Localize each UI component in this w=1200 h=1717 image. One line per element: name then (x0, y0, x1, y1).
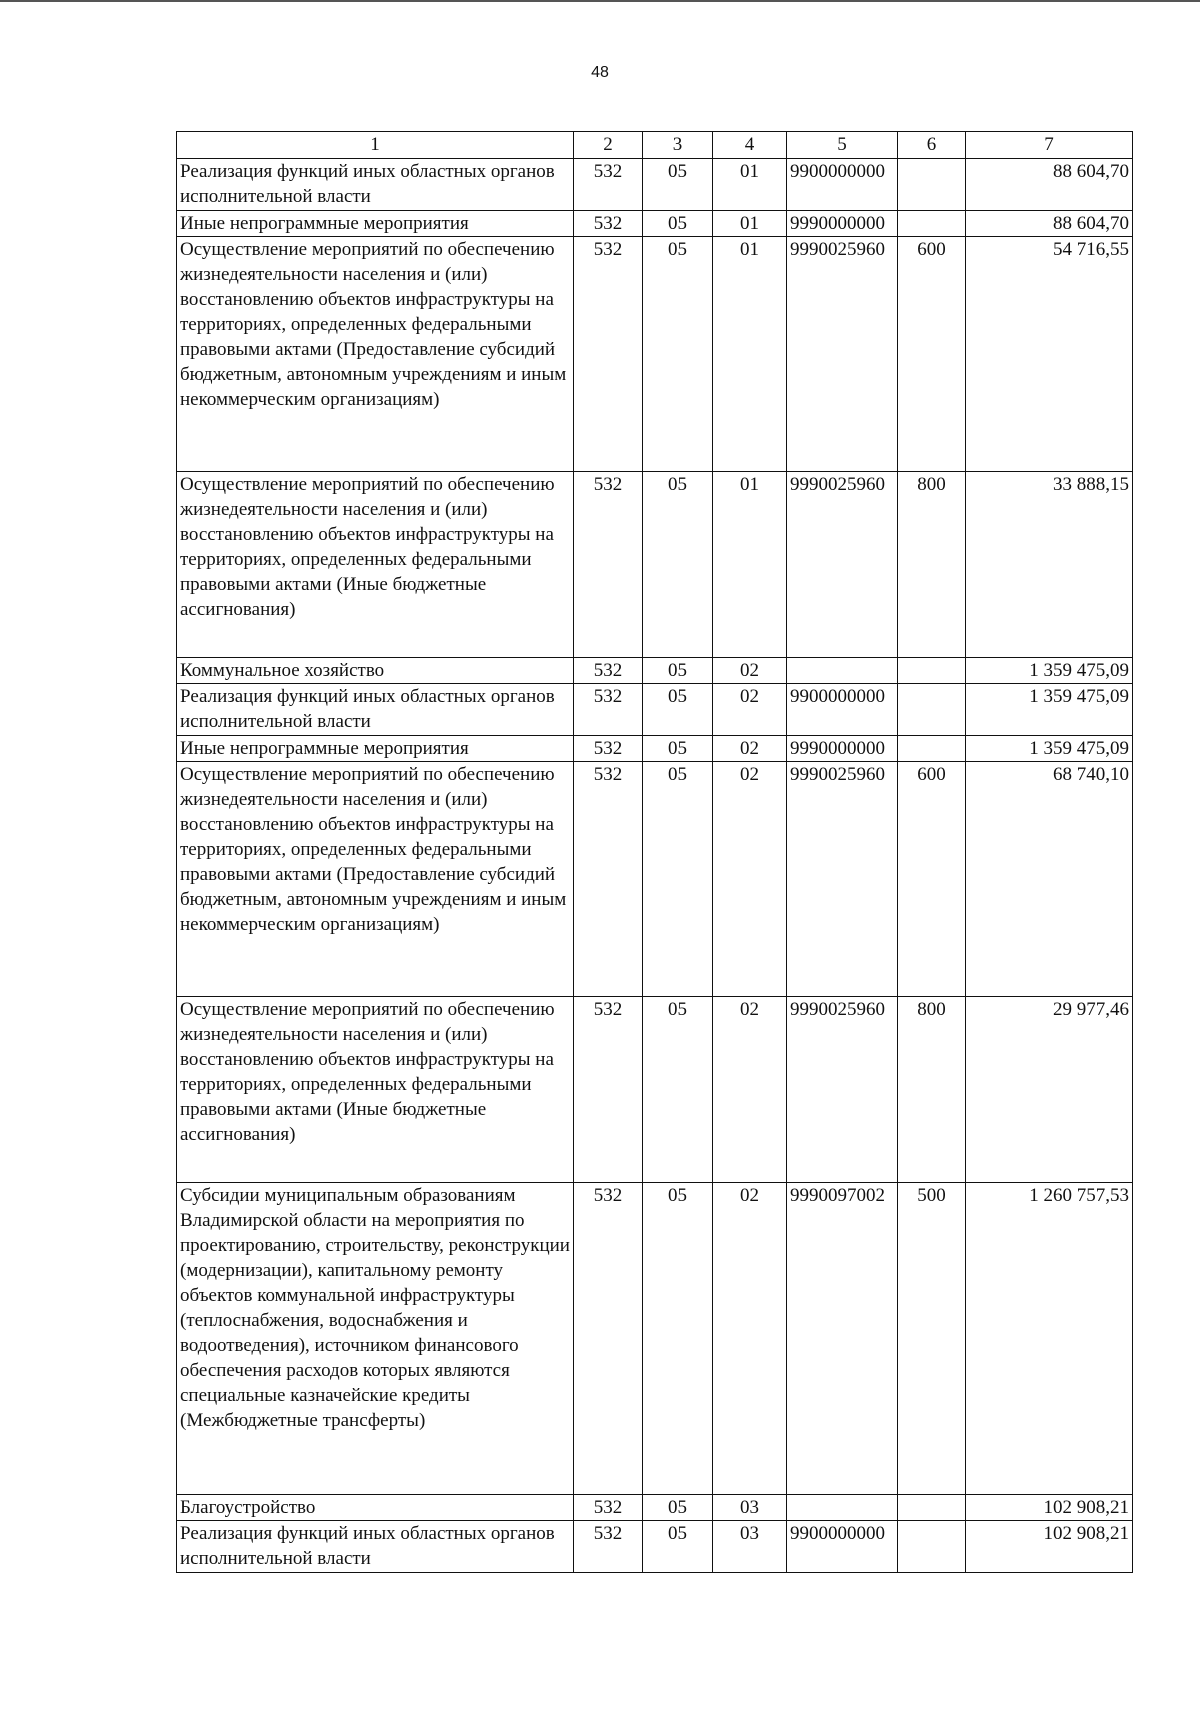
row-col2: 532 (574, 1183, 643, 1495)
row-col3: 05 (643, 658, 713, 684)
row-col4: 01 (713, 237, 787, 472)
row-col5: 9990025960 (787, 762, 898, 997)
column-header-2: 2 (574, 132, 643, 159)
row-col2: 532 (574, 1495, 643, 1521)
row-col3: 05 (643, 1521, 713, 1573)
row-col4: 03 (713, 1521, 787, 1573)
row-col6 (898, 1495, 966, 1521)
row-col4: 02 (713, 736, 787, 762)
table-row (177, 1521, 1133, 1573)
row-amount: 1 359 475,09 (966, 684, 1133, 736)
row-col3: 05 (643, 211, 713, 237)
top-rule (0, 0, 1200, 2)
row-name: Реализация функций иных областных органов исполнительной власти (177, 684, 574, 736)
row-col3: 05 (643, 472, 713, 658)
row-col2: 532 (574, 237, 643, 472)
row-col6: 800 (898, 997, 966, 1183)
row-amount: 1 260 757,53 (966, 1183, 1133, 1495)
column-header-6: 6 (898, 132, 966, 159)
row-col4: 02 (713, 658, 787, 684)
table-row (177, 237, 1133, 472)
table-row (177, 1495, 1133, 1521)
row-col6 (898, 736, 966, 762)
row-col5: 9900000000 (787, 1521, 898, 1573)
row-name: Субсидии муниципальным образованиям Владимирской области на мероприятия по проектированию, строительству, реконструкции (модернизации), капитальному ремонту объектов коммунальной инфраструктуры (теплоснабжения, водоснабжения и водоотведения), источником финансового обеспечения расходов которых являются специальные казначейские кредиты (Межбюджетные трансферты) (177, 1183, 574, 1495)
row-col6 (898, 159, 966, 211)
row-col6: 600 (898, 762, 966, 997)
table-row (177, 997, 1133, 1183)
row-col5 (787, 658, 898, 684)
row-col5: 9900000000 (787, 684, 898, 736)
row-col5: 9990025960 (787, 472, 898, 658)
column-header-1: 1 (177, 132, 574, 159)
row-col4: 03 (713, 1495, 787, 1521)
row-col5: 9990097002 (787, 1183, 898, 1495)
column-header-7: 7 (966, 132, 1133, 159)
row-col4: 02 (713, 1183, 787, 1495)
row-col2: 532 (574, 159, 643, 211)
row-name: Иные непрограммные мероприятия (177, 736, 574, 762)
row-col4: 01 (713, 211, 787, 237)
row-col3: 05 (643, 1495, 713, 1521)
row-col2: 532 (574, 997, 643, 1183)
row-col3: 05 (643, 1183, 713, 1495)
row-col2: 532 (574, 762, 643, 997)
table-row (177, 211, 1133, 237)
table-row (177, 684, 1133, 736)
row-amount: 88 604,70 (966, 211, 1133, 237)
row-col4: 02 (713, 684, 787, 736)
row-col6 (898, 1521, 966, 1573)
row-col3: 05 (643, 237, 713, 472)
row-col3: 05 (643, 997, 713, 1183)
row-name: Иные непрограммные мероприятия (177, 211, 574, 237)
row-col4: 01 (713, 472, 787, 658)
budget-table (176, 131, 1133, 1573)
row-amount: 68 740,10 (966, 762, 1133, 997)
row-amount: 29 977,46 (966, 997, 1133, 1183)
row-col4: 02 (713, 997, 787, 1183)
row-col6 (898, 211, 966, 237)
row-col5: 9990000000 (787, 211, 898, 237)
row-amount: 88 604,70 (966, 159, 1133, 211)
table-row (177, 159, 1133, 211)
column-header-4: 4 (713, 132, 787, 159)
row-col2: 532 (574, 1521, 643, 1573)
row-col5: 9990025960 (787, 997, 898, 1183)
row-amount: 33 888,15 (966, 472, 1133, 658)
row-col2: 532 (574, 472, 643, 658)
row-col6 (898, 658, 966, 684)
table-row (177, 472, 1133, 658)
row-col6 (898, 684, 966, 736)
row-col6: 600 (898, 237, 966, 472)
row-col6: 500 (898, 1183, 966, 1495)
row-col2: 532 (574, 736, 643, 762)
column-header-3: 3 (643, 132, 713, 159)
row-name: Осуществление мероприятий по обеспечению жизнедеятельности населения и (или) восстановлению объектов инфраструктуры на территориях, определенных федеральными правовыми актами (Иные бюджетные ассигнования) (177, 472, 574, 658)
row-amount: 1 359 475,09 (966, 658, 1133, 684)
row-col6: 800 (898, 472, 966, 658)
header-row (177, 132, 1133, 159)
table-row (177, 1183, 1133, 1495)
row-amount: 54 716,55 (966, 237, 1133, 472)
table-row (177, 658, 1133, 684)
table-row (177, 762, 1133, 997)
row-name: Реализация функций иных областных органов исполнительной власти (177, 159, 574, 211)
row-name: Осуществление мероприятий по обеспечению жизнедеятельности населения и (или) восстановлению объектов инфраструктуры на территориях, определенных федеральными правовыми актами (Предоставление субсидий бюджетным, автономным учреждениям и иным некоммерческим организациям) (177, 237, 574, 472)
row-col4: 01 (713, 159, 787, 211)
row-name: Реализация функций иных областных органов исполнительной власти (177, 1521, 574, 1573)
row-col4: 02 (713, 762, 787, 997)
row-col3: 05 (643, 684, 713, 736)
row-col2: 532 (574, 211, 643, 237)
row-col3: 05 (643, 762, 713, 997)
row-col3: 05 (643, 736, 713, 762)
row-col5: 9990025960 (787, 237, 898, 472)
column-header-5: 5 (787, 132, 898, 159)
row-col5: 9990000000 (787, 736, 898, 762)
row-col5: 9900000000 (787, 159, 898, 211)
table-row (177, 736, 1133, 762)
row-amount: 102 908,21 (966, 1495, 1133, 1521)
row-col3: 05 (643, 159, 713, 211)
page-number: 48 (591, 64, 609, 81)
row-col2: 532 (574, 684, 643, 736)
row-amount: 1 359 475,09 (966, 736, 1133, 762)
row-col5 (787, 1495, 898, 1521)
row-amount: 102 908,21 (966, 1521, 1133, 1573)
row-name: Осуществление мероприятий по обеспечению жизнедеятельности населения и (или) восстановлению объектов инфраструктуры на территориях, определенных федеральными правовыми актами (Предоставление субсидий бюджетным, автономным учреждениям и иным некоммерческим организациям) (177, 762, 574, 997)
row-name: Благоустройство (177, 1495, 574, 1521)
row-name: Осуществление мероприятий по обеспечению жизнедеятельности населения и (или) восстановлению объектов инфраструктуры на территориях, определенных федеральными правовыми актами (Иные бюджетные ассигнования) (177, 997, 574, 1183)
row-col2: 532 (574, 658, 643, 684)
row-name: Коммунальное хозяйство (177, 658, 574, 684)
